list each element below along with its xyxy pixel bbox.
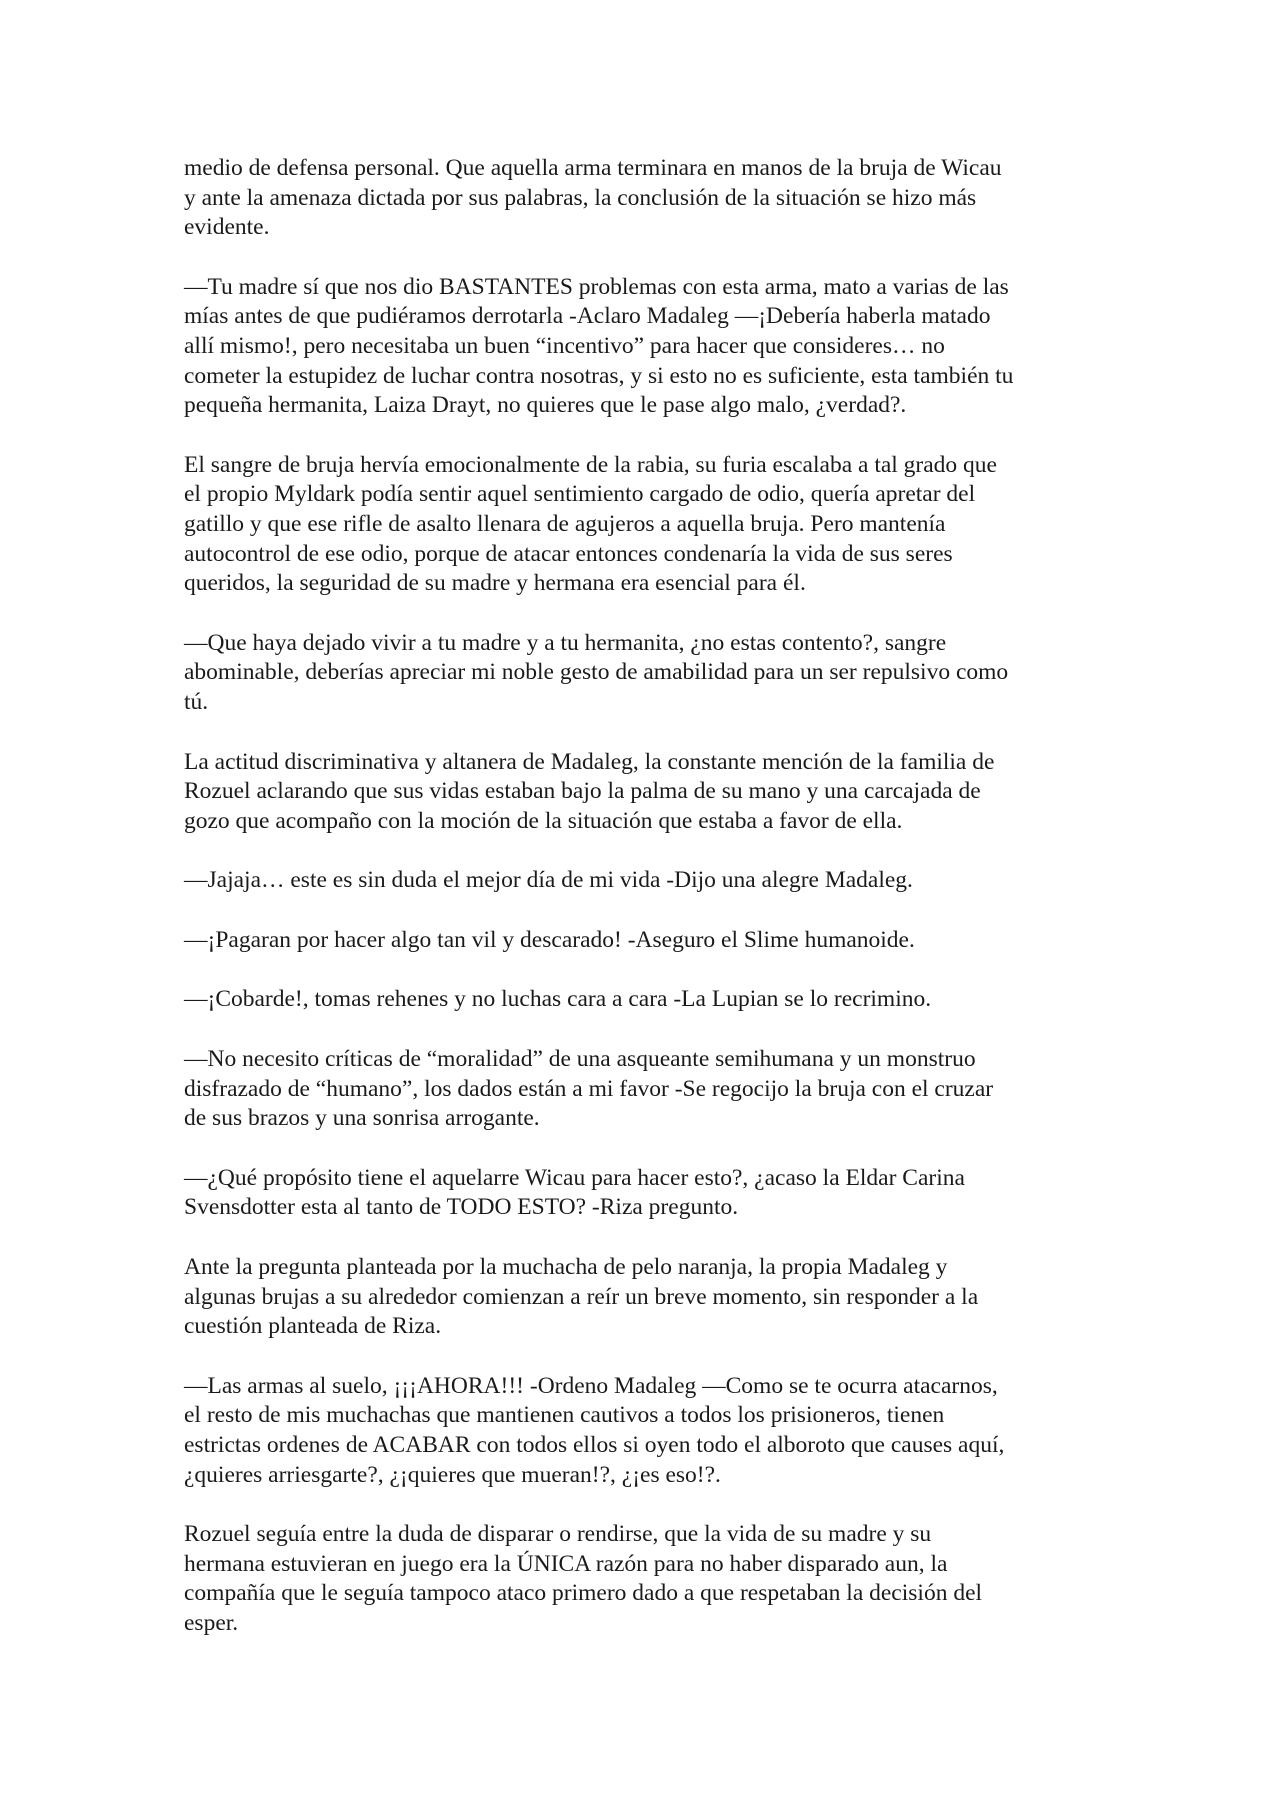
paragraph-lupian bbox=[184, 985, 1114, 1015]
text-line: —Las armas al suelo, ¡¡¡AHORA!!! -Ordeno Madaleg —Como se te ocurra atacarnos, bbox=[184, 1372, 998, 1399]
text-line: —¡Pagaran por hacer algo tan vil y descarado! -Aseguro el Slime humanoide. bbox=[184, 926, 915, 953]
text-line: el propio Myldark podía sentir aquel sentimiento cargado de odio, quería apretar del bbox=[184, 481, 976, 508]
text-line: mías antes de que pudiéramos derrotarla -Aclaro Madaleg —¡Debería haberla matado bbox=[184, 303, 991, 330]
paragraph-slime bbox=[184, 926, 1114, 956]
text-line: esper. bbox=[184, 1609, 239, 1636]
text-line: el resto de mis muchachas que mantienen cautivos a todos los prisioneros, tienen bbox=[184, 1402, 945, 1429]
text-line: Rozuel aclarando que sus vidas estaban bajo la palma de su mano y una carcajada de bbox=[184, 778, 981, 805]
paragraph-laugh bbox=[184, 866, 1114, 896]
paragraph-madaleg-threat bbox=[184, 273, 1114, 421]
paragraph-witches-laugh bbox=[184, 1253, 1114, 1342]
text-line: La actitud discriminativa y altanera de Madaleg, la constante mención de la familia de bbox=[184, 748, 995, 775]
paragraph-weapons-down bbox=[184, 1372, 1114, 1490]
text-line: —Que haya dejado vivir a tu madre y a tu hermanita, ¿no estas contento?, sangre bbox=[184, 629, 947, 656]
text-line: queridos, la seguridad de su madre y hermana era esencial para él. bbox=[184, 570, 806, 597]
paragraph-rozuel-doubt bbox=[184, 1520, 1114, 1638]
text-line: —Tu madre sí que nos dio BASTANTES problemas con esta arma, mato a varias de las bbox=[184, 273, 1009, 300]
text-line: gozo que acompaño con la moción de la situación que estaba a favor de ella. bbox=[184, 807, 903, 834]
text-line: hermana estuvieran en juego era la ÚNICA razón para no haber disparado aun, la bbox=[184, 1550, 948, 1577]
text-line: medio de defensa personal. Que aquella arma terminara en manos de la bruja de Wicau bbox=[184, 155, 1002, 181]
text-line: disfrazado de “humano”, los dados están a mi favor -Se regocijo la bruja con el cruzar bbox=[184, 1075, 994, 1102]
text-line: autocontrol de ese odio, porque de atacar entonces condenaría la vida de sus seres bbox=[184, 540, 953, 567]
text-line: allí mismo!, pero necesitaba un buen “incentivo” para hacer que consideres… no bbox=[184, 332, 945, 359]
paragraph-rage bbox=[184, 451, 1114, 599]
text-line: y ante la amenaza dictada por sus palabras, la conclusión de la situación se hizo más bbox=[184, 184, 977, 211]
text-line: Ante la pregunta planteada por la muchacha de pelo naranja, la propia Madaleg y bbox=[184, 1254, 948, 1281]
text-line: algunas brujas a su alrededor comienzan a reír un breve momento, sin responder a la bbox=[184, 1283, 979, 1310]
paragraph-mother-alive bbox=[184, 629, 1114, 718]
text-line: compañía que le seguía tampoco ataco primero dado a que respetaban la decisión del bbox=[184, 1580, 983, 1607]
text-line: estrictas ordenes de ACABAR con todos ellos si oyen todo el alboroto que causes aquí, bbox=[184, 1432, 1005, 1458]
paragraph-riza-question bbox=[184, 1164, 1114, 1223]
text-line: pequeña hermanita, Laiza Drayt, no quieres que le pase algo malo, ¿verdad?. bbox=[184, 392, 907, 419]
paragraph-morality bbox=[184, 1045, 1114, 1134]
text-line: tú. bbox=[184, 688, 209, 715]
text-line: cuestión planteada de Riza. bbox=[184, 1313, 442, 1340]
document-page bbox=[184, 154, 1114, 1669]
text-line: evidente. bbox=[184, 214, 270, 241]
paragraph-attitude bbox=[184, 748, 1114, 837]
text-line: —¿Qué propósito tiene el aquelarre Wicau para hacer esto?, ¿acaso la Eldar Carina bbox=[184, 1164, 965, 1191]
text-line: Rozuel seguía entre la duda de disparar o rendirse, que la vida de su madre y su bbox=[184, 1521, 932, 1548]
text-line: —¡Cobarde!, tomas rehenes y no luchas cara a cara -La Lupian se lo recrimino. bbox=[184, 986, 932, 1013]
text-line: —No necesito críticas de “moralidad” de una asqueante semihumana y un monstruo bbox=[184, 1046, 976, 1073]
text-line: Svensdotter esta al tanto de TODO ESTO? -Riza pregunto. bbox=[184, 1194, 739, 1221]
text-line: —Jajaja… este es sin duda el mejor día de mi vida -Dijo una alegre Madaleg. bbox=[184, 867, 913, 894]
text-line: de sus brazos y una sonrisa arrogante. bbox=[184, 1105, 540, 1132]
paragraph-defense bbox=[184, 154, 1114, 243]
text-line: abominable, deberías apreciar mi noble gesto de amabilidad para un ser repulsivo como bbox=[184, 659, 1009, 686]
text-line: ¿quieres arriesgarte?, ¿¡quieres que mueran!?, ¿¡es eso!?. bbox=[184, 1461, 721, 1488]
text-line: El sangre de bruja hervía emocionalmente de la rabia, su furia escalaba a tal grado que bbox=[184, 451, 997, 478]
text-line: cometer la estupidez de luchar contra nosotras, y si esto no es suficiente, esta también tu bbox=[184, 362, 1014, 389]
text-line: gatillo y que ese rifle de asalto llenara de agujeros a aquella bruja. Pero mantenía bbox=[184, 510, 946, 537]
